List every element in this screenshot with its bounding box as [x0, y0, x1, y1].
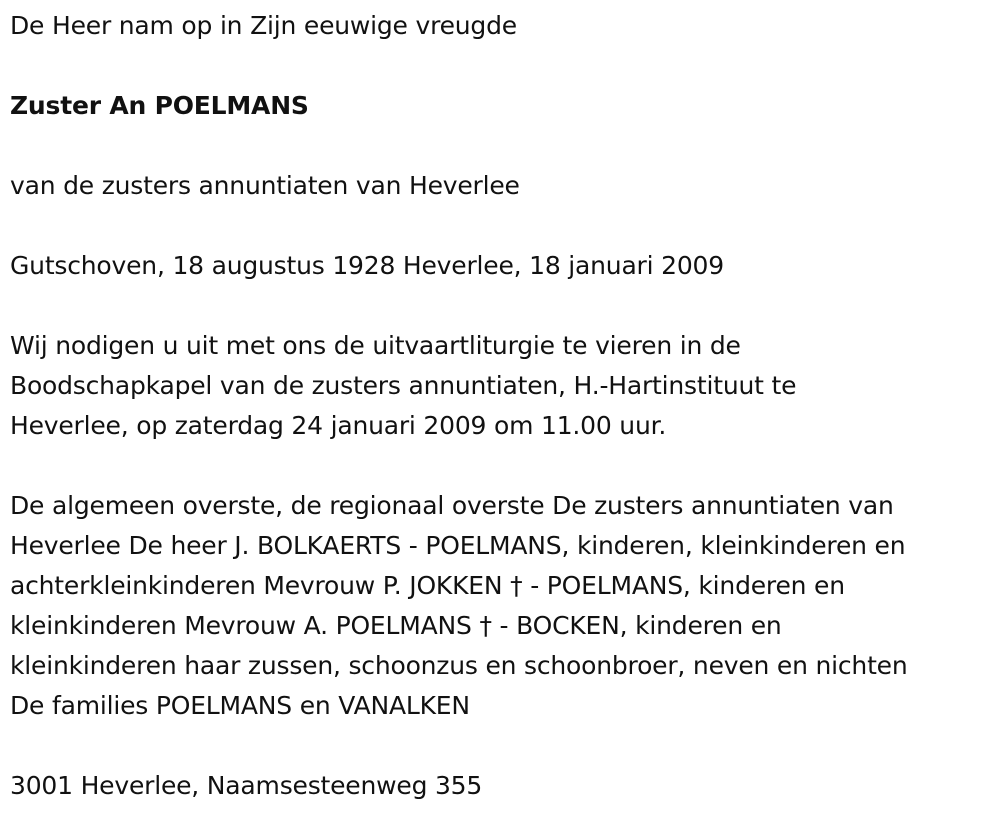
spacer [10, 206, 1000, 246]
cross-icon: † [479, 611, 492, 640]
intro-text: De Heer nam op in Zijn eeuwige vreugde [10, 11, 517, 40]
family-line [10, 606, 1000, 646]
spacer [10, 286, 1000, 326]
invitation-paragraph [10, 326, 1000, 446]
family-line-part: - BOCKEN, kinderen en [499, 611, 782, 640]
family-line: Heverlee De heer J. BOLKAERTS - POELMANS, kinderen, kleinkinderen en [10, 531, 906, 560]
family-line: kleinkinderen haar zussen, schoonzus en schoonbroer, neven en nichten [10, 651, 908, 680]
family-line [10, 566, 1000, 606]
family-line-part: kleinkinderen Mevrouw A. POELMANS [10, 611, 472, 640]
family-paragraph [10, 486, 1000, 726]
spacer [10, 126, 1000, 166]
invitation-line: Heverlee, op zaterdag 24 januari 2009 om 11.00 uur. [10, 411, 667, 440]
birth-death-dates: Gutschoven, 18 augustus 1928 Heverlee, 18 januari 2009 [10, 251, 724, 280]
spacer [10, 446, 1000, 486]
invitation-line: Boodschapkapel van de zusters annuntiaten, H.-Hartinstituut te [10, 371, 797, 400]
family-line-part: achterkleinkinderen Mevrouw P. JOKKEN [10, 571, 503, 600]
invitation-line: Wij nodigen u uit met ons de uitvaartliturgie te vieren in de [10, 331, 741, 360]
family-line: De algemeen overste, de regionaal overste De zusters annuntiaten van [10, 491, 894, 520]
family-line-part: - POELMANS, kinderen en [530, 571, 845, 600]
family-line: De families POELMANS en VANALKEN [10, 691, 470, 720]
spacer [10, 726, 1000, 766]
congregation-text: van de zusters annuntiaten van Heverlee [10, 171, 520, 200]
cross-icon: † [510, 571, 523, 600]
deceased-name: Zuster An POELMANS [10, 91, 309, 120]
address-text: 3001 Heverlee, Naamsesteenweg 355 [10, 771, 483, 800]
spacer [10, 46, 1000, 86]
